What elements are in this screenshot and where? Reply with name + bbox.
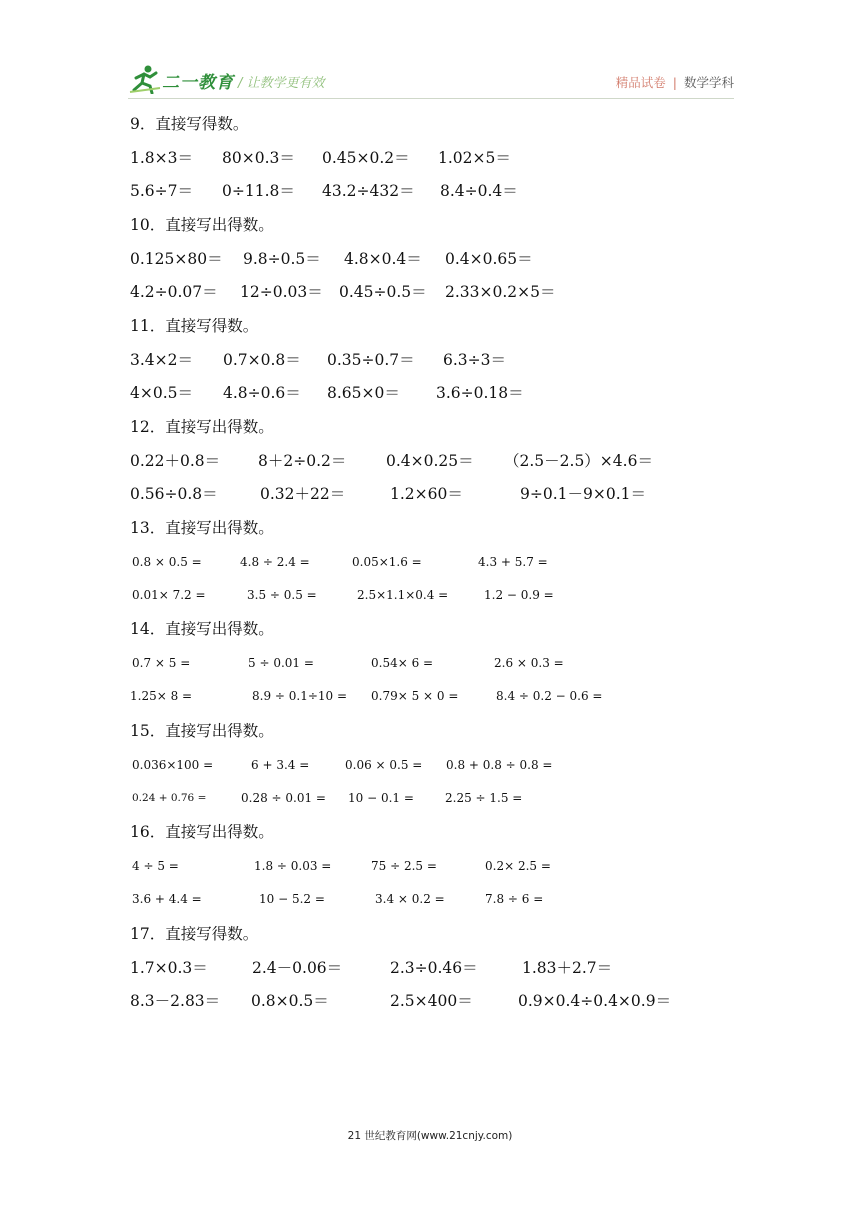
- problem-item: 75 ÷ 2.5 =: [371, 859, 437, 873]
- section-number: 10．: [130, 216, 166, 234]
- problem-row: [130, 753, 750, 786]
- problem-item: 0.01× 7.2 =: [132, 588, 206, 602]
- problem-item: 0.8 + 0.8 ÷ 0.8 =: [446, 758, 553, 772]
- section-number: 9．: [130, 115, 156, 133]
- problem-item: （2.5－2.5）×4.6＝: [504, 452, 653, 470]
- problem-item: 0.7 × 5 =: [132, 656, 191, 670]
- problem-item: 8.9 ÷ 0.1÷10 =: [252, 689, 348, 703]
- logo-text: 二一教育: [162, 73, 234, 93]
- problem-item: 10 − 5.2 =: [259, 892, 325, 906]
- section-title-text: 直接写得数。: [165, 317, 259, 335]
- problem-item: 8.65×0＝: [327, 384, 400, 402]
- problem-item: 0.35÷0.7＝: [327, 351, 415, 369]
- problem-item: 1.25× 8 =: [130, 689, 193, 703]
- problem-row: [130, 482, 750, 515]
- problem-section-12: [130, 415, 750, 515]
- problem-item: 10 − 0.1 =: [348, 791, 414, 805]
- problem-item: 0.22＋0.8＝: [130, 452, 221, 470]
- section-title: [130, 516, 750, 550]
- problem-row: [130, 887, 750, 920]
- problem-item: 6.3÷3＝: [443, 351, 506, 369]
- problem-item: 1.8×3＝: [130, 149, 193, 167]
- problem-item: 8.4 ÷ 0.2 − 0.6 =: [496, 689, 603, 703]
- problem-item: 1.2×60＝: [390, 485, 463, 503]
- problem-item: 4.8×0.4＝: [344, 250, 422, 268]
- page-footer: 21 世纪教育网(www.21cnjy.com): [347, 1130, 513, 1142]
- section-title: [130, 213, 750, 247]
- problem-item: 0.2× 2.5 =: [485, 859, 551, 873]
- problem-item: 2.33×0.2×5＝: [445, 283, 556, 301]
- problem-item: 6 + 3.4 =: [251, 758, 310, 772]
- section-title: [130, 820, 750, 854]
- header-tag: 精品试卷: [615, 75, 666, 90]
- problem-item: 0.4×0.65＝: [445, 250, 533, 268]
- section-number: 16．: [130, 823, 166, 841]
- problem-row: [130, 550, 750, 583]
- problem-item: 1.8 ÷ 0.03 =: [254, 859, 332, 873]
- problem-item: 0.24 + 0.76 =: [132, 792, 207, 804]
- section-title: [130, 719, 750, 753]
- section-title: [130, 415, 750, 449]
- section-title-text: 直接写出得数。: [165, 823, 274, 841]
- section-title-text: 直接写出得数。: [165, 418, 274, 436]
- section-number: 15．: [130, 722, 166, 740]
- problem-item: 0.32＋22＝: [260, 485, 346, 503]
- problem-item: 0.036×100 =: [132, 758, 214, 772]
- problem-row: [130, 989, 750, 1022]
- problem-item: 80×0.3＝: [222, 149, 295, 167]
- problem-item: 0.4×0.25＝: [386, 452, 474, 470]
- problem-item: 7.8 ÷ 6 =: [485, 892, 544, 906]
- section-number: 17．: [130, 925, 166, 943]
- problem-item: 0.9×0.4÷0.4×0.9＝: [518, 992, 672, 1010]
- header-separator: |: [672, 75, 677, 90]
- problem-item: 2.5×1.1×0.4 =: [357, 588, 449, 602]
- problem-row: [130, 146, 750, 179]
- section-title: [130, 922, 750, 956]
- problem-section-14: [130, 617, 750, 717]
- section-title-text: 直接写出得数。: [165, 216, 274, 234]
- problem-item: 0.45×0.2＝: [322, 149, 410, 167]
- problem-item: 0.28 ÷ 0.01 =: [241, 791, 326, 805]
- problem-row: [130, 786, 750, 819]
- header-right: [616, 73, 734, 91]
- problem-item: 2.5×400＝: [390, 992, 473, 1010]
- problem-item: 4×0.5＝: [130, 384, 193, 402]
- problem-row: [130, 348, 750, 381]
- problem-item: 4.8 ÷ 2.4 =: [240, 555, 310, 569]
- problem-item: 8.4÷0.4＝: [440, 182, 518, 200]
- slogan: / 让教学更有效: [238, 76, 325, 91]
- problem-item: 1.83＋2.7＝: [522, 959, 613, 977]
- problem-item: 2.6 × 0.3 =: [494, 656, 564, 670]
- problem-item: 2.25 ÷ 1.5 =: [445, 791, 523, 805]
- problem-item: 3.6 + 4.4 =: [132, 892, 202, 906]
- problem-item: 0.8 × 0.5 =: [132, 555, 202, 569]
- problem-section-13: [130, 516, 750, 616]
- section-title: [130, 314, 750, 348]
- section-number: 11．: [130, 317, 166, 335]
- problem-row: [130, 651, 750, 684]
- problem-item: 0.05×1.6 =: [352, 555, 422, 569]
- problem-item: 3.4 × 0.2 =: [375, 892, 445, 906]
- problem-item: 3.4×2＝: [130, 351, 193, 369]
- problem-item: 5 ÷ 0.01 =: [248, 656, 314, 670]
- problem-row: [130, 381, 750, 414]
- problem-item: 0.79× 5 × 0 =: [371, 689, 459, 703]
- problem-row: [130, 583, 750, 616]
- section-title-text: 直接写得数。: [155, 115, 249, 133]
- problem-item: 1.2 − 0.9 =: [484, 588, 554, 602]
- problem-item: 3.5 ÷ 0.5 =: [247, 588, 317, 602]
- problem-item: 4.2÷0.07＝: [130, 283, 218, 301]
- problem-item: 0.54× 6 =: [371, 656, 434, 670]
- problem-row: [130, 449, 750, 482]
- section-number: 14．: [130, 620, 166, 638]
- problem-item: 0.125×80＝: [130, 250, 223, 268]
- problem-row: [130, 247, 750, 280]
- problem-row: [130, 280, 750, 313]
- problem-item: 0.7×0.8＝: [223, 351, 301, 369]
- problem-item: 0.45÷0.5＝: [339, 283, 427, 301]
- section-title-text: 直接写出得数。: [165, 722, 274, 740]
- problem-item: 4.3 + 5.7 =: [478, 555, 548, 569]
- problem-item: 2.4－0.06＝: [252, 959, 343, 977]
- problem-item: 9.8÷0.5＝: [243, 250, 321, 268]
- problem-item: 8.3－2.83＝: [130, 992, 221, 1010]
- section-title-text: 直接写得数。: [165, 925, 259, 943]
- section-title-text: 直接写出得数。: [165, 620, 274, 638]
- section-title-text: 直接写出得数。: [165, 519, 274, 537]
- problem-item: 2.3÷0.46＝: [390, 959, 478, 977]
- problem-section-17: [130, 922, 750, 1022]
- problem-section-9: [130, 112, 750, 212]
- problem-item: 9÷0.1－9×0.1＝: [520, 485, 646, 503]
- problem-item: 3.6÷0.18＝: [436, 384, 524, 402]
- problem-item: 43.2÷432＝: [322, 182, 415, 200]
- problem-row: [130, 179, 750, 212]
- problem-section-10: [130, 213, 750, 313]
- problem-item: 0.8×0.5＝: [251, 992, 329, 1010]
- problem-item: 4 ÷ 5 =: [132, 859, 179, 873]
- problem-section-16: [130, 820, 750, 920]
- problem-item: 0.06 × 0.5 =: [345, 758, 423, 772]
- running-figure-icon: [128, 64, 162, 94]
- problem-item: 0÷11.8＝: [222, 182, 295, 200]
- problem-row: [130, 956, 750, 989]
- header-subject: 数学学科: [683, 75, 734, 90]
- problem-row: [130, 684, 750, 717]
- section-number: 13．: [130, 519, 166, 537]
- problem-item: 4.8÷0.6＝: [223, 384, 301, 402]
- page-header: [128, 62, 734, 100]
- problem-item: 0.56÷0.8＝: [130, 485, 218, 503]
- section-title: [130, 617, 750, 651]
- problem-item: 1.02×5＝: [438, 149, 511, 167]
- header-divider: [128, 98, 734, 99]
- problem-section-11: [130, 314, 750, 414]
- problem-item: 1.7×0.3＝: [130, 959, 208, 977]
- problem-item: 8＋2÷0.2＝: [258, 452, 347, 470]
- problem-section-15: [130, 719, 750, 819]
- problem-item: 5.6÷7＝: [130, 182, 193, 200]
- problem-item: 12÷0.03＝: [240, 283, 323, 301]
- section-number: 12．: [130, 418, 166, 436]
- problem-row: [130, 854, 750, 887]
- section-title: [130, 112, 750, 146]
